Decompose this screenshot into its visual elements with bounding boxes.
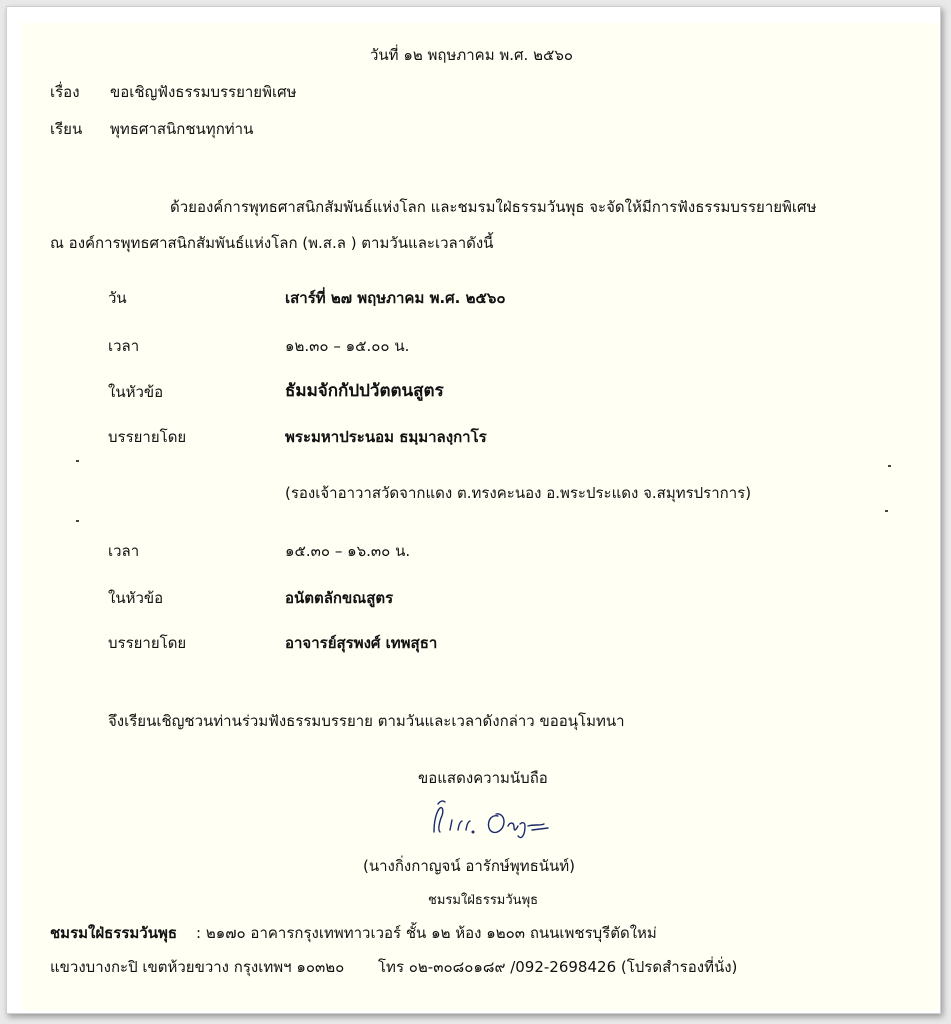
session1-time-value: ๑๒.๓๐ – ๑๕.๐๐ น. [285,337,410,355]
session2-time-label: เวลา [108,542,140,560]
subject-label: เรื่อง [50,83,80,101]
session2-time-value: ๑๕.๓๐ – ๑๖.๓๐ น. [285,542,411,560]
body-paragraph-line1: ด้วยองค์การพุทธศาสนิกสัมพันธ์แห่งโลก และชมรมใฝ่ธรรมวันพุธ จะจัดให้มีการฟังธรรมบรรยายพิเศษ [170,198,817,216]
body-paragraph-line2: ณ องค์การพุทธศาสนิกสัมพันธ์แห่งโลก (พ.ส.ล ) ตามวันและเวลาดังนี้ [50,234,494,252]
handwritten-signature [428,796,558,842]
session1-speaker-label: บรรยายโดย [108,428,187,446]
scan-speck [885,510,888,512]
scan-speck [76,520,79,522]
scan-speck [888,465,891,467]
session1-topic-label: ในหัวข้อ [108,383,164,401]
regards-text: ขอแสดงความนับถือ [418,769,548,787]
day-value: เสาร์ที่ ๒๗ พฤษภาคม พ.ศ. ๒๕๖๐ [285,289,506,307]
signer-organization: ชมรมใฝ่ธรรมวันพุธ [428,893,539,908]
day-label: วัน [108,289,127,307]
salutation-label: เรียน [50,120,83,138]
footer-org-name: ชมรมใฝ่ธรรมวันพุธ [50,924,178,942]
session2-speaker-value: อาจารย์สุรพงศ์ เทพสุธา [285,634,438,652]
session2-speaker-label: บรรยายโดย [108,634,187,652]
footer-address-line2: แขวงบางกะปิ เขตห้วยขวาง กรุงเทพฯ ๑๐๓๒๐ [50,958,345,976]
footer-address-line1: : ๒๑๗๐ อาคารกรุงเทพทาวเวอร์ ชั้น ๑๒ ห้อง ๑๒๐๓ ถนนเพชรบุรีตัดใหม่ [196,924,657,942]
session1-speaker-value: พระมหาประนอม ธมฺมาลงฺกาโร [285,428,487,446]
closing-line: จึงเรียนเชิญชวนท่านร่วมฟังธรรมบรรยาย ตามวันและเวลาดังกล่าว ขออนุโมทนา [108,712,625,730]
salutation-text: พุทธศาสนิกชนทุกท่าน [110,120,254,138]
session1-speaker-note: (รองเจ้าอาวาสวัดจากแดง ต.ทรงคะนอง อ.พระประแดง จ.สมุทรปราการ) [285,484,752,502]
session2-topic-value: อนัตตลักขณสูตร [285,589,394,607]
subject-text: ขอเชิญฟังธรรมบรรยายพิเศษ [110,83,297,101]
scan-speck [76,460,79,462]
session1-topic-value: ธัมมจักกัปปวัตตนสูตร [285,381,444,401]
session2-topic-label: ในหัวข้อ [108,589,164,607]
session1-time-label: เวลา [108,337,140,355]
footer-phone: โทร ๐๒-๓๐๘๐๑๘๙ /092-2698426 (โปรดสำรองที่นั่ง) [378,958,738,976]
letter-date: วันที่ ๑๒ พฤษภาคม พ.ศ. ๒๕๖๐ [370,46,573,64]
signer-name: (นางกิ่งกาญจน์ อารักษ์พุทธนันท์) [363,857,575,875]
